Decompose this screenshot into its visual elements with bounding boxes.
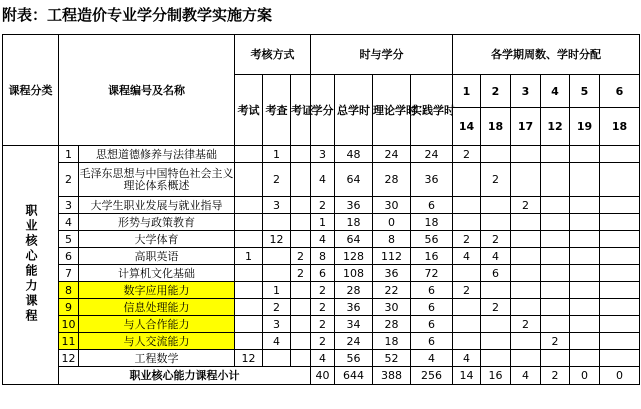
theory-hours-cell: 36	[373, 265, 411, 282]
credit-cell: 1	[311, 214, 335, 231]
check-cell	[263, 248, 291, 265]
semester-1-cell: 2	[453, 146, 481, 163]
practice-hours-cell: 16	[411, 248, 453, 265]
semester-6-cell	[600, 248, 640, 265]
subtotal-semester-1: 14	[453, 367, 481, 385]
semester-4-cell	[541, 265, 570, 282]
exam-cell: 1	[235, 248, 263, 265]
total-hours-cell: 36	[335, 197, 373, 214]
credit-cell: 2	[311, 299, 335, 316]
header-weeks-1: 14	[453, 108, 481, 146]
table-row	[3, 146, 640, 163]
practice-hours-cell: 24	[411, 146, 453, 163]
course-name: 数字应用能力	[79, 282, 235, 299]
theory-hours-cell: 52	[373, 350, 411, 367]
subtotal-semester-4: 2	[541, 367, 570, 385]
check-cell: 3	[263, 316, 291, 333]
credit-cell: 4	[311, 350, 335, 367]
course-number: 5	[59, 231, 79, 248]
total-hours-cell: 18	[335, 214, 373, 231]
table-row	[3, 350, 640, 367]
semester-6-cell	[600, 231, 640, 248]
semester-4-cell	[541, 214, 570, 231]
semester-1-cell: 2	[453, 282, 481, 299]
semester-3-cell	[511, 350, 541, 367]
semester-5-cell	[570, 248, 600, 265]
course-number: 10	[59, 316, 79, 333]
table-row	[3, 231, 640, 248]
theory-hours-cell: 18	[373, 333, 411, 350]
header-category: 课程分类	[3, 35, 59, 146]
practice-hours-cell: 4	[411, 350, 453, 367]
check-cell	[263, 214, 291, 231]
semester-3-cell	[511, 248, 541, 265]
semester-2-cell: 2	[481, 299, 511, 316]
course-name: 大学生职业发展与就业指导	[79, 197, 235, 214]
practice-hours-cell: 56	[411, 231, 453, 248]
cert-cell	[291, 299, 311, 316]
semester-4-cell: 2	[541, 333, 570, 350]
course-name: 与人交流能力	[79, 333, 235, 350]
semester-2-cell	[481, 333, 511, 350]
exam-cell	[235, 282, 263, 299]
cert-cell: 2	[291, 265, 311, 282]
total-hours-cell: 128	[335, 248, 373, 265]
semester-3-cell	[511, 333, 541, 350]
cert-cell	[291, 282, 311, 299]
semester-1-cell	[453, 265, 481, 282]
check-cell	[263, 265, 291, 282]
semester-4-cell	[541, 299, 570, 316]
theory-hours-cell: 8	[373, 231, 411, 248]
practice-hours-cell: 6	[411, 299, 453, 316]
header-weeks-3: 17	[511, 108, 541, 146]
semester-3-cell	[511, 299, 541, 316]
cert-cell	[291, 214, 311, 231]
cert-cell	[291, 231, 311, 248]
header-sem-1: 1	[453, 75, 481, 108]
semester-3-cell	[511, 163, 541, 197]
semester-5-cell	[570, 316, 600, 333]
semester-4-cell	[541, 231, 570, 248]
semester-2-cell: 2	[481, 231, 511, 248]
semester-4-cell	[541, 146, 570, 163]
theory-hours-cell: 30	[373, 299, 411, 316]
semester-6-cell	[600, 265, 640, 282]
subtotal-theory-hours: 388	[373, 367, 411, 385]
semester-5-cell	[570, 163, 600, 197]
total-hours-cell: 56	[335, 350, 373, 367]
check-cell: 1	[263, 146, 291, 163]
semester-4-cell	[541, 282, 570, 299]
practice-hours-cell: 6	[411, 333, 453, 350]
theory-hours-cell: 22	[373, 282, 411, 299]
semester-2-cell: 4	[481, 248, 511, 265]
course-number: 3	[59, 197, 79, 214]
semester-3-cell	[511, 282, 541, 299]
table-row	[3, 197, 640, 214]
header-row-1	[3, 35, 640, 75]
semester-2-cell	[481, 350, 511, 367]
header-weeks-6: 18	[600, 108, 640, 146]
exam-cell	[235, 231, 263, 248]
practice-hours-cell: 6	[411, 197, 453, 214]
theory-hours-cell: 28	[373, 163, 411, 197]
practice-hours-cell: 6	[411, 282, 453, 299]
course-number: 7	[59, 265, 79, 282]
semester-3-cell	[511, 231, 541, 248]
header-weeks-5: 19	[570, 108, 600, 146]
semester-3-cell	[511, 146, 541, 163]
semester-1-cell	[453, 163, 481, 197]
semester-1-cell	[453, 299, 481, 316]
category-cell	[3, 146, 59, 385]
header-total-hours: 总学时	[335, 75, 373, 146]
semester-5-cell	[570, 231, 600, 248]
semester-2-cell: 6	[481, 265, 511, 282]
theory-hours-cell: 0	[373, 214, 411, 231]
semester-5-cell	[570, 265, 600, 282]
practice-hours-cell: 18	[411, 214, 453, 231]
exam-cell	[235, 299, 263, 316]
header-semester: 各学期周数、学时分配	[453, 35, 640, 75]
category-label: 职业核心能力课程	[24, 203, 38, 324]
course-name: 毛泽东思想与中国特色社会主义理论体系概述	[79, 163, 235, 197]
course-number: 8	[59, 282, 79, 299]
theory-hours-cell: 28	[373, 316, 411, 333]
semester-4-cell	[541, 316, 570, 333]
subtotal-semester-3: 4	[511, 367, 541, 385]
semester-3-cell	[511, 265, 541, 282]
semester-2-cell	[481, 146, 511, 163]
exam-cell	[235, 333, 263, 350]
header-sem-5: 5	[570, 75, 600, 108]
subtotal-semester-2: 16	[481, 367, 511, 385]
total-hours-cell: 34	[335, 316, 373, 333]
credit-cell: 2	[311, 333, 335, 350]
header-sem-2: 2	[481, 75, 511, 108]
exam-cell	[235, 197, 263, 214]
total-hours-cell: 36	[335, 299, 373, 316]
exam-cell	[235, 163, 263, 197]
semester-6-cell	[600, 282, 640, 299]
subtotal-semester-5: 0	[570, 367, 600, 385]
header-cert: 考证	[291, 75, 311, 146]
semester-5-cell	[570, 299, 600, 316]
header-sem-6: 6	[600, 75, 640, 108]
header-weeks-4: 12	[541, 108, 570, 146]
course-number: 1	[59, 146, 79, 163]
semester-5-cell	[570, 333, 600, 350]
course-number: 9	[59, 299, 79, 316]
semester-2-cell	[481, 316, 511, 333]
semester-1-cell	[453, 214, 481, 231]
semester-5-cell	[570, 146, 600, 163]
check-cell	[263, 350, 291, 367]
semester-1-cell: 4	[453, 350, 481, 367]
subtotal-label: 职业核心能力课程小计	[59, 367, 311, 385]
check-cell: 12	[263, 231, 291, 248]
credit-cell: 2	[311, 197, 335, 214]
table-row	[3, 248, 640, 265]
course-name: 计算机文化基础	[79, 265, 235, 282]
total-hours-cell: 28	[335, 282, 373, 299]
semester-3-cell: 2	[511, 316, 541, 333]
table-row	[3, 214, 640, 231]
credit-cell: 4	[311, 231, 335, 248]
cert-cell	[291, 316, 311, 333]
course-number: 11	[59, 333, 79, 350]
semester-2-cell	[481, 282, 511, 299]
semester-2-cell	[481, 214, 511, 231]
cert-cell	[291, 333, 311, 350]
subtotal-total-hours: 644	[335, 367, 373, 385]
header-sem-3: 3	[511, 75, 541, 108]
exam-cell	[235, 316, 263, 333]
course-number: 6	[59, 248, 79, 265]
semester-4-cell	[541, 350, 570, 367]
semester-5-cell	[570, 350, 600, 367]
credit-cell: 2	[311, 282, 335, 299]
semester-6-cell	[600, 350, 640, 367]
course-name: 工程数学	[79, 350, 235, 367]
table-row	[3, 316, 640, 333]
total-hours-cell: 64	[335, 231, 373, 248]
semester-6-cell	[600, 333, 640, 350]
semester-6-cell	[600, 299, 640, 316]
table-row	[3, 299, 640, 316]
practice-hours-cell: 36	[411, 163, 453, 197]
semester-6-cell	[600, 197, 640, 214]
theory-hours-cell: 24	[373, 146, 411, 163]
credit-cell: 4	[311, 163, 335, 197]
semester-1-cell	[453, 316, 481, 333]
semester-2-cell: 2	[481, 163, 511, 197]
semester-6-cell	[600, 163, 640, 197]
header-credit: 学分	[311, 75, 335, 146]
subtotal-practice-hours: 256	[411, 367, 453, 385]
course-number: 12	[59, 350, 79, 367]
credit-cell: 2	[311, 316, 335, 333]
semester-6-cell	[600, 214, 640, 231]
semester-4-cell	[541, 248, 570, 265]
total-hours-cell: 108	[335, 265, 373, 282]
subtotal-credit: 40	[311, 367, 335, 385]
semester-6-cell	[600, 316, 640, 333]
course-name: 大学体育	[79, 231, 235, 248]
header-course: 课程编号及名称	[59, 35, 235, 146]
cert-cell	[291, 197, 311, 214]
exam-cell	[235, 214, 263, 231]
practice-hours-cell: 6	[411, 316, 453, 333]
course-name: 与人合作能力	[79, 316, 235, 333]
table-row	[3, 333, 640, 350]
subtotal-semester-6: 0	[600, 367, 640, 385]
header-theory-hours: 理论学时	[373, 75, 411, 146]
header-assessment: 考核方式	[235, 35, 311, 75]
header-exam: 考试	[235, 75, 263, 146]
check-cell: 2	[263, 299, 291, 316]
cert-cell	[291, 350, 311, 367]
exam-cell	[235, 265, 263, 282]
table-row	[3, 282, 640, 299]
header-check: 考查	[263, 75, 291, 146]
semester-4-cell	[541, 163, 570, 197]
semester-5-cell	[570, 282, 600, 299]
semester-1-cell: 4	[453, 248, 481, 265]
credit-cell: 6	[311, 265, 335, 282]
header-weeks-2: 18	[481, 108, 511, 146]
semester-3-cell	[511, 214, 541, 231]
course-number: 2	[59, 163, 79, 197]
cert-cell: 2	[291, 248, 311, 265]
semester-1-cell	[453, 197, 481, 214]
table-row	[3, 265, 640, 282]
total-hours-cell: 64	[335, 163, 373, 197]
course-number: 4	[59, 214, 79, 231]
subtotal-row	[3, 367, 640, 385]
header-sem-4: 4	[541, 75, 570, 108]
total-hours-cell: 48	[335, 146, 373, 163]
check-cell: 1	[263, 282, 291, 299]
theory-hours-cell: 112	[373, 248, 411, 265]
check-cell: 2	[263, 163, 291, 197]
curriculum-table	[2, 34, 640, 385]
practice-hours-cell: 72	[411, 265, 453, 282]
check-cell: 4	[263, 333, 291, 350]
semester-1-cell	[453, 333, 481, 350]
credit-cell: 8	[311, 248, 335, 265]
semester-4-cell	[541, 197, 570, 214]
header-practice-hours: 实践学时	[411, 75, 453, 146]
semester-6-cell	[600, 146, 640, 163]
exam-cell	[235, 146, 263, 163]
course-name: 形势与政策教育	[79, 214, 235, 231]
credit-cell: 3	[311, 146, 335, 163]
page-title: 附表：工程造价专业学分制教学实施方案	[2, 6, 273, 24]
table-row	[3, 163, 640, 197]
theory-hours-cell: 30	[373, 197, 411, 214]
course-name: 信息处理能力	[79, 299, 235, 316]
semester-5-cell	[570, 197, 600, 214]
course-name: 思想道德修养与法律基础	[79, 146, 235, 163]
cert-cell	[291, 146, 311, 163]
check-cell: 3	[263, 197, 291, 214]
cert-cell	[291, 163, 311, 197]
course-name: 高职英语	[79, 248, 235, 265]
total-hours-cell: 24	[335, 333, 373, 350]
header-hours: 时与学分	[311, 35, 453, 75]
semester-2-cell	[481, 197, 511, 214]
semester-1-cell: 2	[453, 231, 481, 248]
semester-5-cell	[570, 214, 600, 231]
semester-3-cell: 2	[511, 197, 541, 214]
exam-cell: 12	[235, 350, 263, 367]
